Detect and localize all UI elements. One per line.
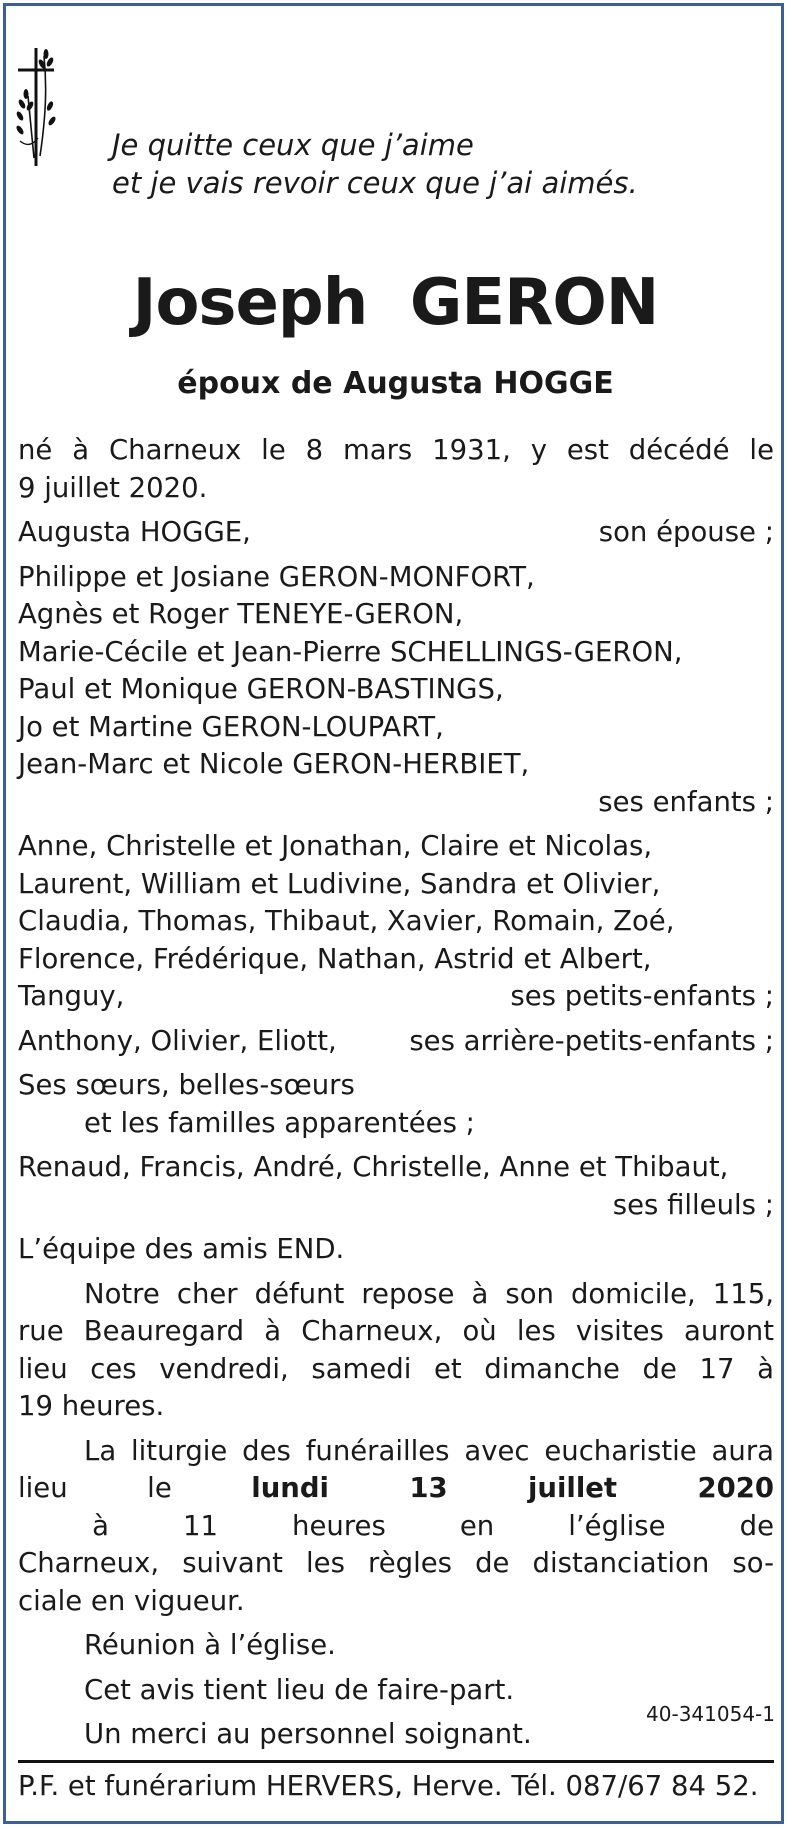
list-item: Tanguy,: [18, 980, 125, 1012]
friends-entry: L’équipe des amis END.: [18, 1233, 345, 1265]
quote-line-2: et je vais revoir ceux que j’ai aimés.: [112, 166, 638, 200]
funeral-line-2-pre: lieu le: [18, 1472, 252, 1504]
notice-note: Cet avis tient lieu de faire-part.: [84, 1673, 515, 1706]
funeral-date: lundi 13 juillet 2020: [251, 1472, 774, 1504]
list-item: Jo et Martine GERON-LOUPART,: [18, 710, 444, 743]
spouse-role: son épouse ;: [598, 516, 774, 548]
reference-number: 40-341054-1: [646, 1702, 775, 1726]
godchildren-entry: [18, 1149, 774, 1224]
visitation-line-3: lieu ces vendredi, samedi et dimanche de 17 à: [18, 1352, 774, 1385]
spouse-entry: [18, 514, 774, 552]
funeral-line-4: ciale en vigueur.: [18, 1584, 245, 1617]
visitation-line-1: Notre cher défunt repose à son domicile, 115,: [84, 1277, 774, 1310]
birth-death-paragraph: [18, 432, 774, 507]
list-item: Anne, Christelle et Jonathan, Claire et Nicolas,: [18, 830, 653, 862]
spouse-name: Augusta HOGGE,: [18, 516, 251, 548]
deceased-name: Joseph GERON: [132, 266, 659, 340]
grandchildren-entry: [18, 828, 774, 1016]
children-entry: [18, 559, 774, 822]
godchildren-role: ses filleuls ;: [612, 1188, 774, 1221]
funeral-home-footer: P.F. et funérarium HERVERS, Herve. Tél. 087/67 84 52.: [18, 1770, 759, 1802]
godchildren-names: Renaud, Francis, André, Christelle, Anne et Thibaut,: [18, 1151, 729, 1183]
funeral-line-1: La liturgie des funérailles avec eucharistie aura: [84, 1434, 774, 1467]
list-item: Laurent, William et Ludivine, Sandra et Olivier,: [18, 867, 661, 900]
list-item: Jean-Marc et Nicole GERON-HERBIET,: [18, 748, 530, 780]
list-item: Philippe et Josiane GERON-MONFORT,: [18, 560, 535, 593]
great-grandchildren-names: Anthony, Olivier, Eliott,: [18, 1024, 337, 1057]
list-item: Florence, Frédérique, Nathan, Astrid et Albert,: [18, 942, 652, 975]
visitation-line-2: rue Beauregard à Charneux, où les visites auront: [18, 1315, 774, 1347]
birth-line-2: 9 juillet 2020.: [18, 471, 208, 504]
siblings-line-1: Ses sœurs, belles-sœurs: [18, 1069, 355, 1101]
great-grandchildren-role: ses arrière-petits-enfants ;: [409, 1024, 774, 1057]
children-role: ses enfants ;: [598, 785, 774, 818]
great-grandchildren-entry: [18, 1023, 774, 1061]
funeral-line-2: [18, 1470, 774, 1545]
list-item: Claudia, Thomas, Thibaut, Xavier, Romain, Zoé,: [18, 905, 675, 937]
siblings-line-2: et les familles apparentées ;: [84, 1106, 475, 1139]
funeral-line-2-post: à 11 heures en l’église de: [18, 1509, 774, 1542]
list-item: Paul et Monique GERON-BASTINGS,: [18, 673, 504, 705]
visitation-line-4: 19 heures.: [18, 1390, 165, 1422]
thanks-note: Un merci au personnel soignant.: [84, 1718, 532, 1750]
siblings-entry: [18, 1067, 774, 1142]
visitation-paragraph: [18, 1276, 774, 1426]
cross-with-wheat-icon: [14, 46, 66, 196]
funeral-line-3: Charneux, suivant les règles de distanciation so-: [18, 1547, 774, 1579]
funeral-paragraph: [18, 1433, 774, 1621]
obituary-body: [18, 432, 774, 1761]
birth-line-1: né à Charneux le 8 mars 1931, y est décédé le: [18, 434, 774, 466]
grandchildren-last-row: [18, 978, 774, 1016]
quote-line-1: Je quitte ceux que j’aime: [112, 128, 474, 162]
footer-divider: [18, 1760, 774, 1763]
epitaph-quote: [112, 126, 638, 202]
spouse-heading: époux de Augusta HOGGE: [177, 366, 614, 401]
list-item: Marie-Cécile et Jean-Pierre SCHELLINGS-GERON,: [18, 635, 683, 668]
list-item: Agnès et Roger TENEYE-GERON,: [18, 598, 464, 630]
gathering-note: Réunion à l’église.: [84, 1629, 336, 1661]
grandchildren-role: ses petits-enfants ;: [510, 980, 774, 1012]
